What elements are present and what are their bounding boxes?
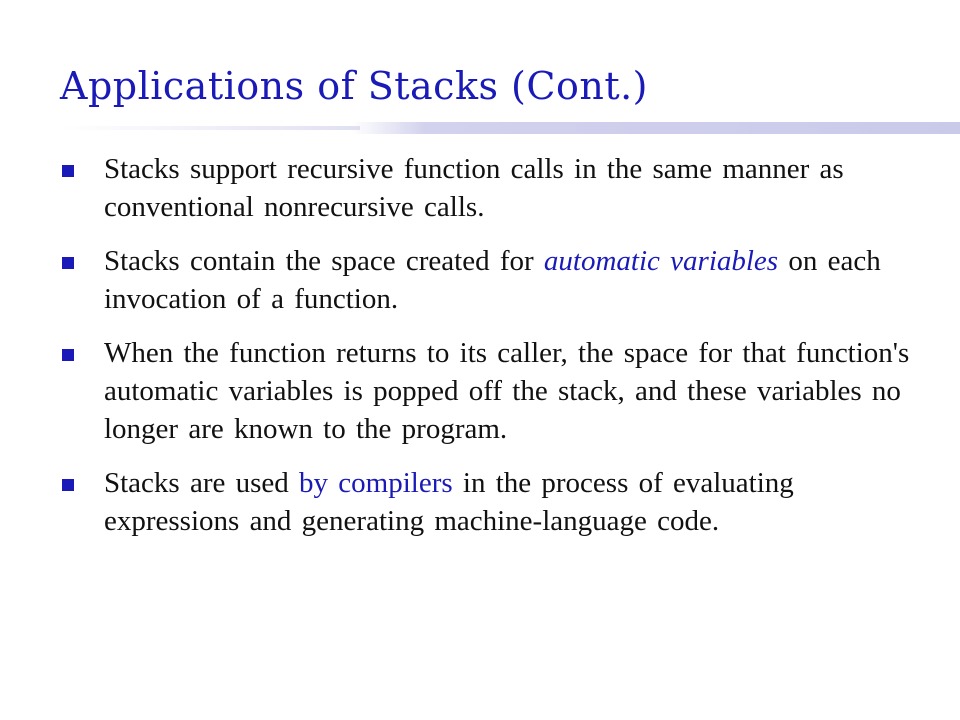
bullet-text: in the process of evaluating expressions and generating machine-language code.: [104, 467, 794, 537]
highlighted-term: automatic variables: [543, 245, 779, 277]
bullet-list: [60, 150, 920, 556]
bullet-text: Stacks are used: [104, 467, 300, 499]
bullet-text: Stacks support recursive function calls in the same manner as conventional nonrecursive calls.: [104, 153, 844, 223]
bullet-item: [60, 464, 920, 540]
bullet-item: [60, 242, 920, 318]
square-bullet-icon: [62, 349, 74, 361]
square-bullet-icon: [62, 479, 74, 491]
slide-title: Applications of Stacks (Cont.): [60, 64, 648, 108]
square-bullet-icon: [62, 257, 74, 269]
bullet-text: When the function returns to its caller, the space for that function's automatic variables is popped off the stack, and these variables no longer are known to the program.: [104, 337, 910, 445]
bullet-item: [60, 150, 920, 226]
bullet-text: Stacks contain the space created for: [104, 245, 544, 277]
square-bullet-icon: [62, 165, 74, 177]
title-underline: [352, 122, 960, 134]
bullet-text: on each invocation of a function.: [104, 245, 881, 315]
highlighted-term: by compilers: [299, 467, 453, 499]
bullet-item: [60, 334, 920, 448]
title-underline-fade: [60, 126, 360, 130]
